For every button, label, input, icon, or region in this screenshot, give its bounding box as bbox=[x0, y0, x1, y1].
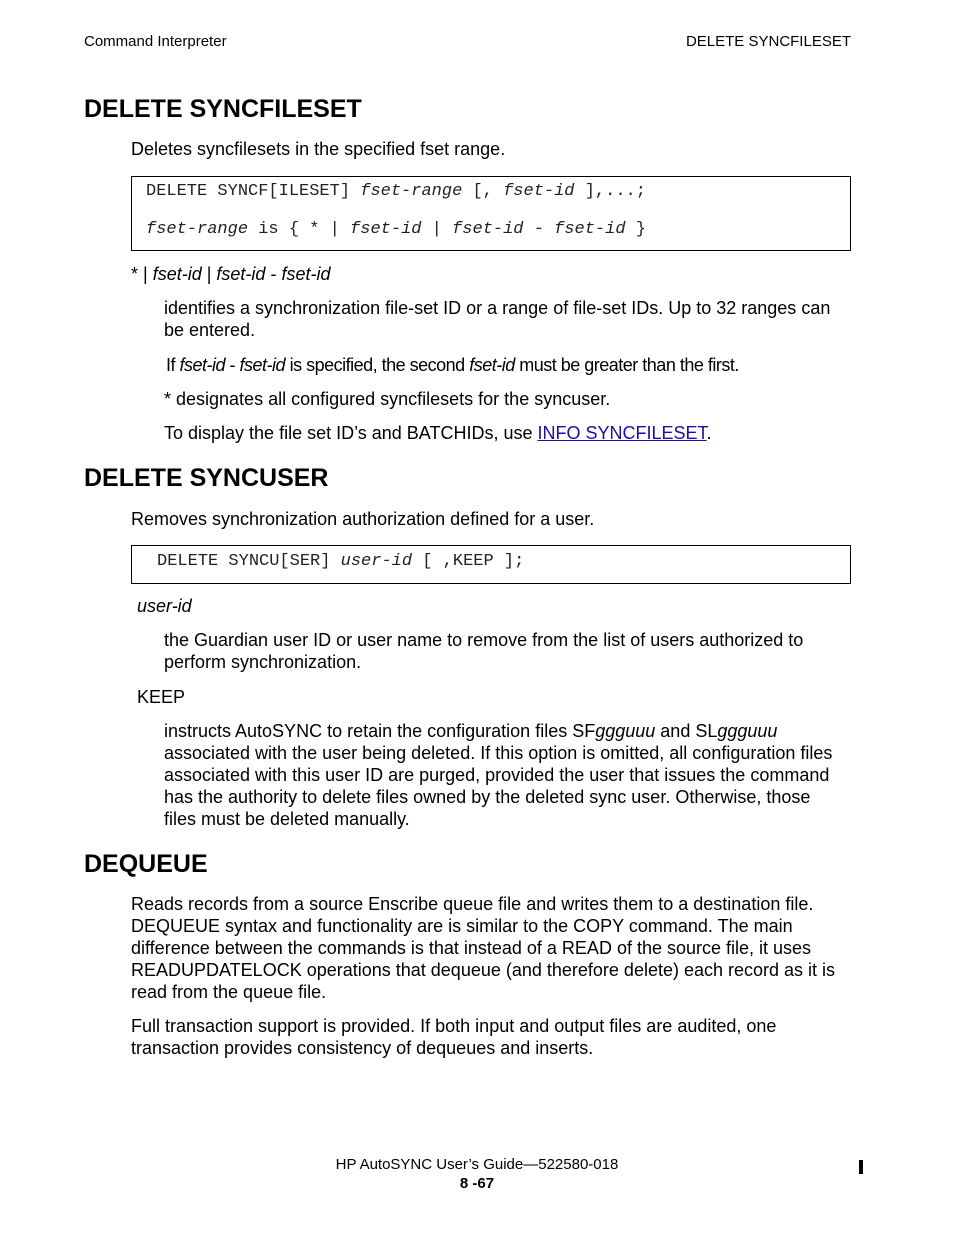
footer-title: HP AutoSYNC User’s Guide—522580-018 bbox=[335, 1156, 619, 1173]
change-bar bbox=[859, 1160, 863, 1174]
parameter-note: If fset-id - fset-id is specified, the second fset-id must be greater than the first. bbox=[166, 355, 739, 375]
parameter-note: To display the file set ID’s and BATCHIDs, use INFO SYNCFILESET. bbox=[164, 423, 712, 443]
section-intro: Removes synchronization authorization defined for a user. bbox=[131, 509, 595, 529]
parameter-term: user-id bbox=[137, 596, 192, 616]
parameter-note: * designates all configured syncfilesets for the syncuser. bbox=[164, 389, 611, 409]
parameter-term: * | fset-id | fset-id - fset-id bbox=[131, 264, 331, 284]
info-syncfileset-link[interactable]: INFO SYNCFILESET bbox=[537, 423, 707, 443]
section-intro: Deletes syncfilesets in the specified fset range. bbox=[131, 139, 506, 159]
syntax-line: DELETE SYNCF[ILESET] fset-range [, fset-id ],...; bbox=[146, 182, 646, 201]
section-paragraph: Reads records from a source Enscribe queue file and writes them to a destination file. DEQUEUE syntax and functionality are is similar to the COPY command. The main difference between the commands is that instead of a READ of the source file, it uses READUPDATELOCK operations that dequeue (and therefore delete) each record as it is read from the queue file. bbox=[131, 894, 836, 1002]
syntax-box bbox=[131, 545, 851, 584]
section-title-dequeue: DEQUEUE bbox=[84, 850, 208, 878]
parameter-term: KEEP bbox=[137, 687, 186, 707]
parameter-description: identifies a synchronization file-set ID or a range of file-set IDs. Up to 32 ranges can be entered. bbox=[164, 298, 831, 340]
running-header-right: DELETE SYNCFILESET bbox=[685, 33, 851, 50]
syntax-line: fset-range is { * | fset-id | fset-id - fset-id } bbox=[146, 220, 646, 239]
section-paragraph: Full transaction support is provided. If both input and output files are audited, one transaction provides consistency of dequeues and inserts. bbox=[131, 1016, 777, 1058]
syntax-box bbox=[131, 176, 851, 251]
parameter-description: instructs AutoSYNC to retain the configuration files SFggguuu and SLggguuu associated with the user being deleted. If this option is omitted, all configuration files associated with this user ID are purged, provided the user that issues the command has the authority to delete files owned by the deleted sync user. Otherwise, those files must be deleted manually. bbox=[164, 721, 833, 829]
page-number: 8 -67 bbox=[459, 1175, 495, 1192]
section-title-delete-syncfileset: DELETE SYNCFILESET bbox=[84, 95, 362, 123]
section-title-delete-syncuser: DELETE SYNCUSER bbox=[84, 464, 329, 492]
parameter-description: the Guardian user ID or user name to remove from the list of users authorized to perform synchronization. bbox=[164, 630, 804, 672]
running-header-left: Command Interpreter bbox=[84, 33, 227, 50]
syntax-line: DELETE SYNCU[SER] user-id [ ,KEEP ]; bbox=[157, 552, 525, 571]
